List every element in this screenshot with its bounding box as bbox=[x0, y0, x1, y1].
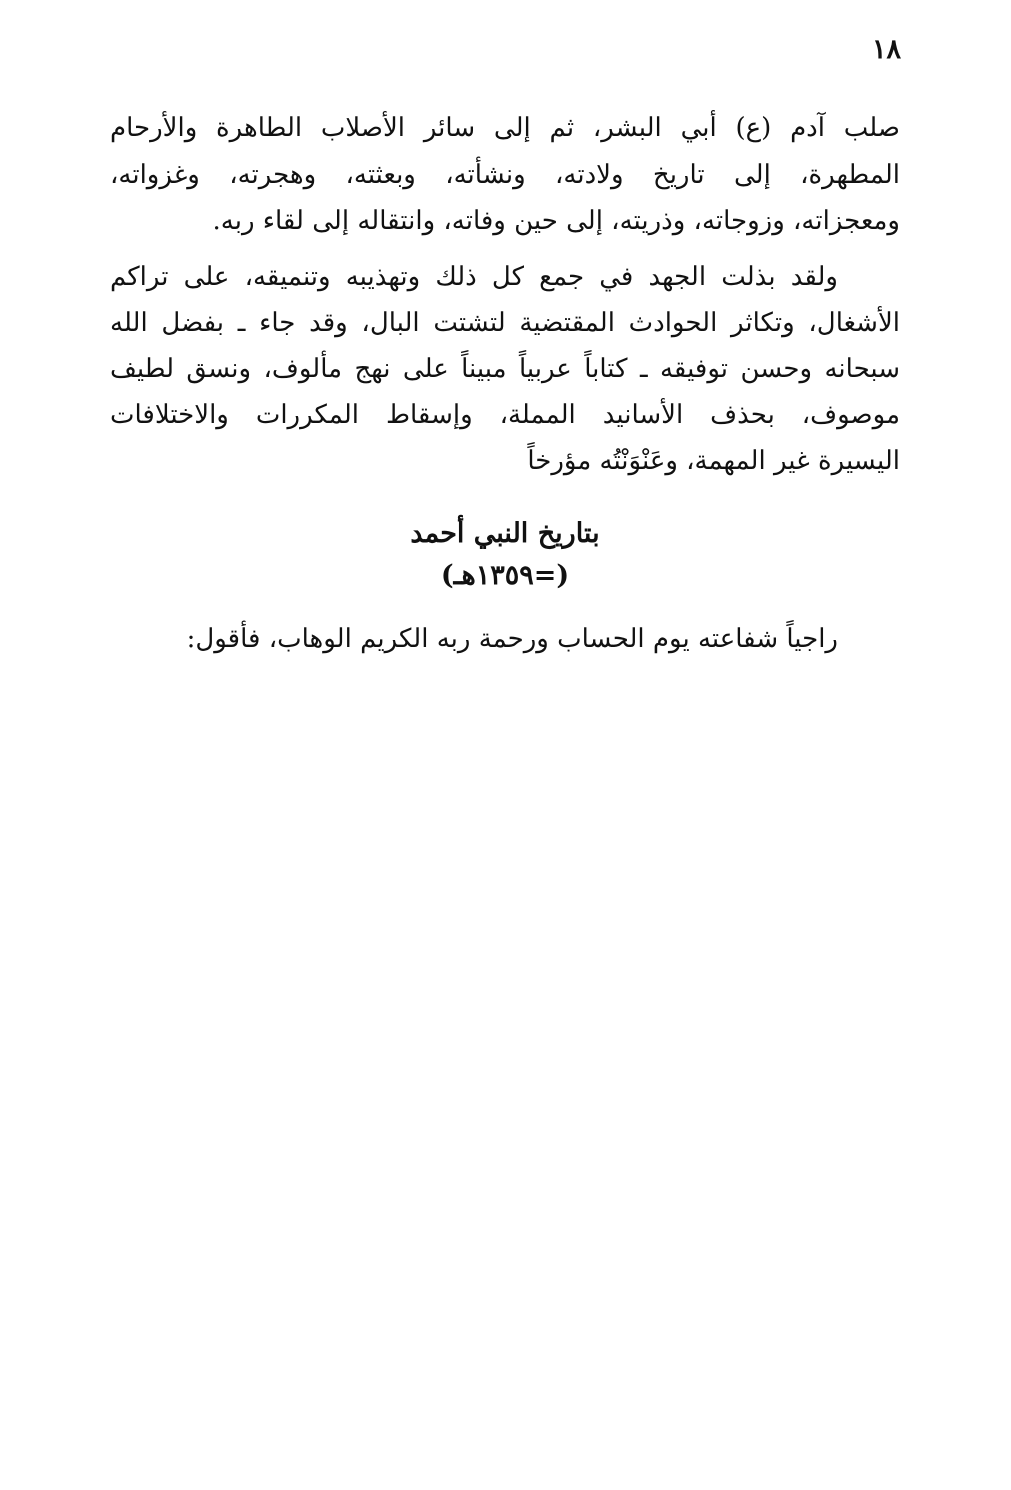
paragraph-2-line-3: سبحانه وحسن توفيقه ـ كتاباً عربياً مبيناً على نهج مألوف، ونسق لطيف bbox=[110, 354, 900, 384]
paragraph-2-line-2: الأشغال، وتكاثر الحوادث المقتضية لتشتت البال، وقد جاء ـ بفضل الله bbox=[110, 308, 900, 338]
paragraph-1-line-2: المطهرة، إلى تاريخ ولادته، ونشأته، وبعثته، وهجرته، وغزواته، bbox=[110, 160, 900, 190]
book-title-date: (=١٣٥٩هـ) bbox=[440, 560, 570, 591]
paragraph-1-line-1: صلب آدم (ع) أبي البشر، ثم إلى سائر الأصلاب الطاهرة والأرحام bbox=[110, 113, 900, 143]
closing-line: راجياً شفاعته يوم الحساب ورحمة ربه الكريم الوهاب، فأقول: bbox=[186, 624, 838, 654]
paragraph-2-line-4: موصوف، بحذف الأسانيد المملة، وإسقاط المكررات والاختلافات bbox=[110, 400, 900, 430]
paragraph-2-line-5: اليسيرة غير المهمة، وعَنْوَنْتُه مؤرخاً bbox=[527, 446, 900, 476]
paragraph-2-line-1: ولقد بذلت الجهد في جمع كل ذلك وتهذيبه وتنميقه، على تراكم bbox=[110, 262, 838, 292]
page-number: ١٨ bbox=[871, 34, 901, 65]
book-title: بتاريخ النبي أحمد bbox=[410, 518, 600, 549]
paragraph-1-line-3: ومعجزاته، وزوجاته، وذريته، إلى حين وفاته، وانتقاله إلى لقاء ربه. bbox=[212, 206, 900, 236]
